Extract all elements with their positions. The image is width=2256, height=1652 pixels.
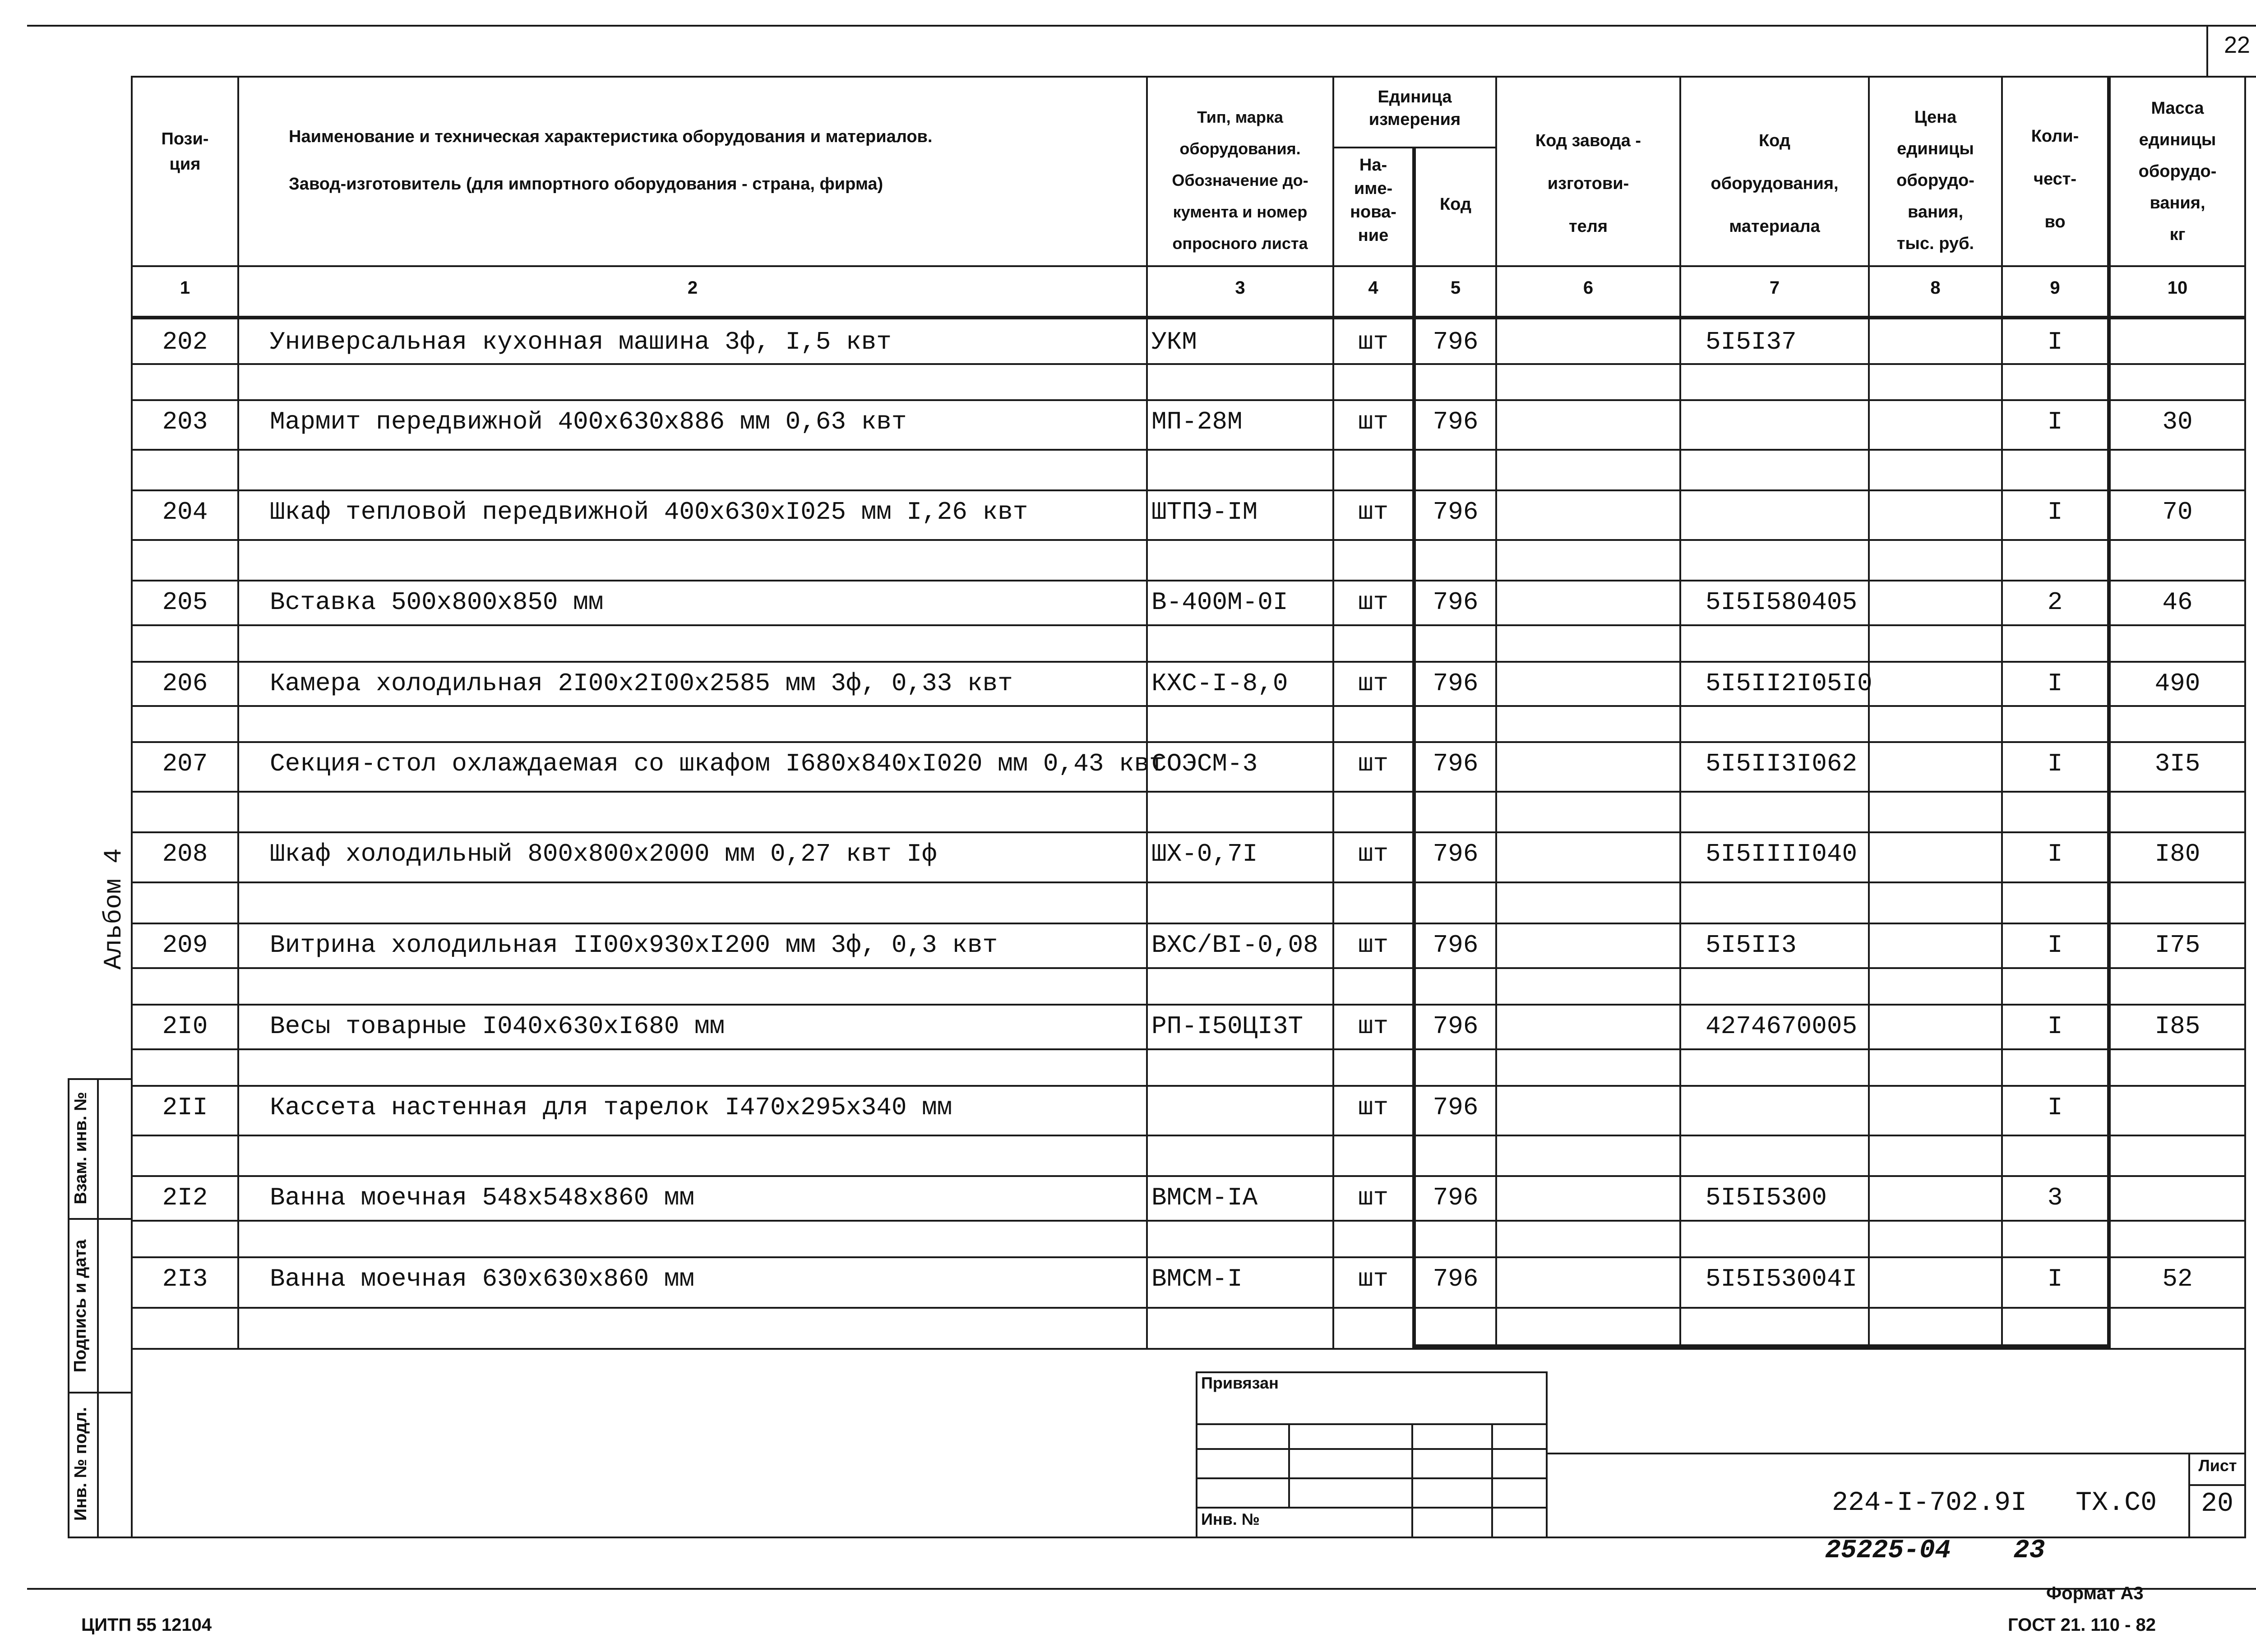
stamp-left — [1196, 1371, 1197, 1538]
row-divider — [131, 399, 2246, 401]
stamp-privyazan: Привязан — [1201, 1374, 1279, 1392]
cell-name: Шкаф тепловой передвижной 400х630хI025 мм I,26 квт — [270, 498, 1028, 526]
row-subdivider — [131, 881, 2246, 883]
cell-unit: шт — [1358, 1264, 1389, 1293]
header-col8: Цена единицы оборудо- вания, тыс. руб. — [1896, 108, 1974, 253]
cell-qty: I — [2047, 931, 2063, 960]
side-label-podpis: Подпись и дата — [71, 1239, 90, 1373]
header-col4: На- име- нова- ние — [1350, 156, 1396, 245]
side-strip-sep-1 — [68, 1218, 131, 1220]
side-label-inv-podl: Инв. № подл. — [71, 1407, 90, 1521]
cell-name: Шкаф холодильный 800х800х2000 мм 0,27 квт Iф — [270, 840, 937, 868]
cell-mass — [2111, 324, 2244, 360]
cell-code: 796 — [1433, 1093, 1479, 1122]
header-col5: Код — [1439, 195, 1472, 214]
cell-pos: 206 — [162, 669, 208, 698]
list-number: 20 — [2201, 1489, 2233, 1519]
cell-type: РП-I50ЦI3Т — [1151, 1012, 1304, 1041]
cell-unit: шт — [1358, 498, 1389, 526]
table-right-line — [2244, 76, 2246, 1537]
cell-pos: 207 — [162, 749, 208, 778]
cell-mass: 70 — [2162, 498, 2193, 526]
cell-type: ШХ-0,7I — [1151, 840, 1258, 868]
cell-mass: 3I5 — [2154, 749, 2201, 778]
colnum-2: 2 — [687, 278, 698, 298]
col-line-7 — [1868, 76, 1870, 1348]
cell-name: Весы товарные I040х630хI680 мм — [270, 1012, 725, 1041]
header-col2-line2: Завод-изготовитель (для импортного оборудования - страна, фирма) — [289, 175, 883, 194]
row-divider — [131, 489, 2246, 491]
side-strip-sep-2 — [68, 1392, 131, 1394]
frame-bottom-line — [27, 1588, 2256, 1590]
cell-qty: I — [2047, 498, 2063, 526]
header-col6: Код завода - изготови- теля — [1535, 131, 1641, 236]
cell-type: МП-28М — [1151, 407, 1243, 436]
stamp-inv-no: Инв. № — [1201, 1510, 1260, 1528]
cell-type: ШТПЭ-IМ — [1151, 498, 1258, 526]
cell-pos: 209 — [162, 931, 208, 960]
row-divider — [131, 580, 2246, 581]
stamp-line-3 — [1196, 1477, 1548, 1479]
col-line-2 — [1146, 76, 1148, 1348]
colnum-4: 4 — [1368, 278, 1378, 298]
cell-pos: 2II — [162, 1093, 208, 1122]
cell-unit: шт — [1358, 328, 1389, 356]
header-unit-group: Единица измерения — [1368, 88, 1461, 129]
colnum-8: 8 — [1930, 278, 1941, 298]
cell-mat: 5I5IIII040 — [1706, 840, 1858, 868]
cell-unit: шт — [1358, 588, 1389, 617]
col-line-5 — [1495, 76, 1497, 1348]
cell-mat — [1706, 1089, 1868, 1126]
cell-type: В-400М-0I — [1151, 588, 1288, 617]
cell-type: КХС-I-8,0 — [1151, 669, 1288, 698]
stamp-right — [1546, 1371, 1548, 1538]
cell-qty: I — [2047, 1093, 2063, 1122]
cell-name: Секция-стол охлаждаемая со шкафом I680х840хI020 мм 0,43 квт — [270, 749, 1165, 778]
row-divider — [131, 831, 2246, 833]
cell-pos: 208 — [162, 840, 208, 868]
cell-code: 796 — [1433, 1264, 1479, 1293]
cell-pos: 202 — [162, 328, 208, 356]
cell-code: 796 — [1433, 840, 1479, 868]
stamp-top — [1196, 1371, 1548, 1373]
row-subdivider — [131, 967, 2246, 969]
col-line-1 — [237, 76, 239, 1348]
row-subdivider — [131, 791, 2246, 793]
cell-pos: 205 — [162, 588, 208, 617]
cell-code: 796 — [1433, 407, 1479, 436]
col-line-3 — [1332, 76, 1334, 1348]
row-divider — [131, 1256, 2246, 1258]
cell-pos: 204 — [162, 498, 208, 526]
cell-mat: 5I5II3I062 — [1706, 749, 1858, 778]
row-subdivider — [131, 1048, 2246, 1050]
header-col1: Пози- ция — [161, 129, 209, 174]
colnum-9: 9 — [2050, 278, 2060, 298]
row-divider — [131, 923, 2246, 924]
side-strip-bottom — [68, 1537, 131, 1538]
cell-mat: 5I5I37 — [1706, 328, 1797, 356]
cell-type: ВМСМ-I — [1151, 1264, 1243, 1293]
side-label-vzam: Взам. инв. № — [71, 1092, 90, 1204]
cell-mass: 46 — [2162, 588, 2193, 617]
cell-unit: шт — [1358, 840, 1389, 868]
cell-code: 796 — [1433, 749, 1479, 778]
format-label: Формат А3 — [2046, 1583, 2144, 1603]
cell-qty: I — [2047, 749, 2063, 778]
cell-qty: I — [2047, 407, 2063, 436]
header-col10: Масса единицы оборудо- вания, кг — [2138, 99, 2217, 244]
doc-code: 224-I-702.9I ТХ.С0 — [1832, 1488, 2157, 1518]
col-line-9 — [2107, 76, 2111, 1348]
cell-type: ВХС/ВI-0,08 — [1151, 931, 1318, 960]
stamp-col-2 — [1411, 1423, 1413, 1538]
cell-code: 796 — [1433, 588, 1479, 617]
row-subdivider — [131, 1307, 2246, 1309]
cell-mat: 5I5II3 — [1706, 931, 1797, 960]
cell-pos: 2I3 — [162, 1264, 208, 1293]
side-strip-left — [68, 1078, 69, 1538]
cell-mat — [1706, 404, 1868, 440]
col-line-6 — [1679, 76, 1681, 1348]
cell-pos: 203 — [162, 407, 208, 436]
cell-type: УКМ — [1151, 328, 1197, 356]
cell-unit: шт — [1358, 669, 1389, 698]
cell-mat: 5I5I5300 — [1706, 1183, 1827, 1212]
cell-code: 796 — [1433, 1183, 1479, 1212]
cell-unit: шт — [1358, 407, 1389, 436]
row-divider — [131, 1175, 2246, 1177]
row-subdivider — [131, 705, 2246, 707]
col-line-4 — [1412, 147, 1416, 1349]
row-divider — [131, 741, 2246, 743]
cell-code: 796 — [1433, 328, 1479, 356]
cell-unit: шт — [1358, 1093, 1389, 1122]
cell-mat — [1706, 494, 1868, 530]
cell-mass: 30 — [2162, 407, 2193, 436]
cell-type — [1151, 1089, 1332, 1126]
cell-unit: шт — [1358, 749, 1389, 778]
cell-qty: 3 — [2047, 1183, 2063, 1212]
frame-top-line — [27, 25, 2256, 27]
sheet-box-bottom — [2206, 76, 2256, 78]
colnum-10: 10 — [2167, 278, 2188, 298]
footer-right: ГОСТ 21. 110 - 82 — [2008, 1615, 2156, 1635]
cell-mass — [2111, 1089, 2244, 1126]
cell-mat: 5I5II2I05I0 — [1706, 669, 1872, 698]
row-subdivider — [131, 1135, 2246, 1136]
cell-mass: I80 — [2154, 840, 2201, 868]
cell-unit: шт — [1358, 1012, 1389, 1041]
row-subdivider — [131, 624, 2246, 626]
colnum-6: 6 — [1583, 278, 1594, 298]
cell-type: СОЭСМ-3 — [1151, 749, 1258, 778]
cell-name: Ванна моечная 548х548х860 мм — [270, 1183, 694, 1212]
col-line-8 — [2001, 76, 2003, 1348]
cell-code: 796 — [1433, 498, 1479, 526]
cell-qty: I — [2047, 1012, 2063, 1041]
stamp-line-1 — [1196, 1423, 1548, 1425]
cell-mat: 5I5I580405 — [1706, 588, 1858, 617]
colnum-1: 1 — [180, 278, 190, 298]
colnum-5: 5 — [1450, 278, 1461, 298]
cell-unit: шт — [1358, 1183, 1389, 1212]
row-subdivider — [131, 449, 2246, 451]
cell-mass: 52 — [2162, 1264, 2193, 1293]
row-subdivider — [131, 363, 2246, 365]
cell-name: Витрина холодильная II00х930хI200 мм 3ф, 0,3 квт — [270, 931, 998, 960]
cell-qty: I — [2047, 1264, 2063, 1293]
header-col3: Тип, марка оборудования. Обозначение до- кумента и номер опросного листа — [1172, 108, 1308, 253]
cell-name: Вставка 500х800х850 мм — [270, 588, 604, 617]
cell-qty: I — [2047, 328, 2063, 356]
colnum-7: 7 — [1769, 278, 1780, 298]
cell-pos: 2I0 — [162, 1012, 208, 1041]
row-divider — [131, 1004, 2246, 1006]
numbers-divider — [131, 316, 2246, 319]
cell-mass: 490 — [2154, 669, 2201, 698]
album-label: Альбом 4 — [99, 848, 128, 970]
cell-qty: 2 — [2047, 588, 2063, 617]
cell-mass — [2111, 1180, 2244, 1216]
cell-qty: I — [2047, 669, 2063, 698]
body-bottom-line — [131, 1348, 2246, 1350]
title-line — [1546, 1453, 2246, 1454]
handwritten-note: 25225-04 23 — [1825, 1536, 2045, 1565]
cell-mat: 5I5I53004I — [1706, 1264, 1858, 1293]
side-strip-top — [68, 1078, 131, 1080]
footer-left: ЦИТП 55 12104 — [81, 1615, 212, 1635]
colnum-3: 3 — [1235, 278, 1245, 298]
cell-mass: I75 — [2154, 931, 2201, 960]
cell-mass: I85 — [2154, 1012, 2201, 1041]
cell-name: Ванна моечная 630х630х860 мм — [270, 1264, 694, 1293]
sheet-number-top: 22 — [2224, 32, 2250, 58]
body-bottom-thick — [1412, 1344, 2111, 1348]
cell-code: 796 — [1433, 931, 1479, 960]
cell-code: 796 — [1433, 1012, 1479, 1041]
stamp-line-2 — [1196, 1448, 1548, 1450]
row-divider — [131, 661, 2246, 663]
row-subdivider — [131, 1220, 2246, 1222]
cell-pos: 2I2 — [162, 1183, 208, 1212]
header-col9: Коли- чест- во — [2031, 127, 2079, 231]
side-strip-mid — [97, 1078, 99, 1538]
unit-group-divider — [1332, 147, 1495, 148]
cell-unit: шт — [1358, 931, 1389, 960]
stamp-col-1 — [1288, 1423, 1290, 1507]
stamp-line-4 — [1196, 1507, 1548, 1509]
cell-name: Камера холодильная 2I00х2I00х2585 мм 3ф, 0,33 квт — [270, 669, 1013, 698]
cell-code: 796 — [1433, 669, 1479, 698]
row-subdivider — [131, 539, 2246, 541]
row-divider — [131, 1085, 2246, 1087]
cell-name: Мармит передвижной 400х630х886 мм 0,63 квт — [270, 407, 907, 436]
cell-type: ВМСМ-IА — [1151, 1183, 1258, 1212]
cell-name: Кассета настенная для тарелок I470х295х340 мм — [270, 1093, 952, 1122]
cell-mat: 4274670005 — [1706, 1012, 1858, 1041]
list-label: Лист — [2198, 1456, 2237, 1475]
stamp-col-3 — [1491, 1423, 1493, 1538]
header-col7: Код оборудования, материала — [1710, 131, 1839, 236]
header-divider — [131, 265, 2246, 267]
header-col2-line1: Наименование и техническая характеристика оборудования и материалов. — [289, 127, 933, 146]
list-box-mid — [2188, 1484, 2246, 1486]
cell-qty: I — [2047, 840, 2063, 868]
cell-name: Универсальная кухонная машина 3ф, I,5 квт — [270, 328, 892, 356]
table-top-line — [131, 76, 2206, 78]
